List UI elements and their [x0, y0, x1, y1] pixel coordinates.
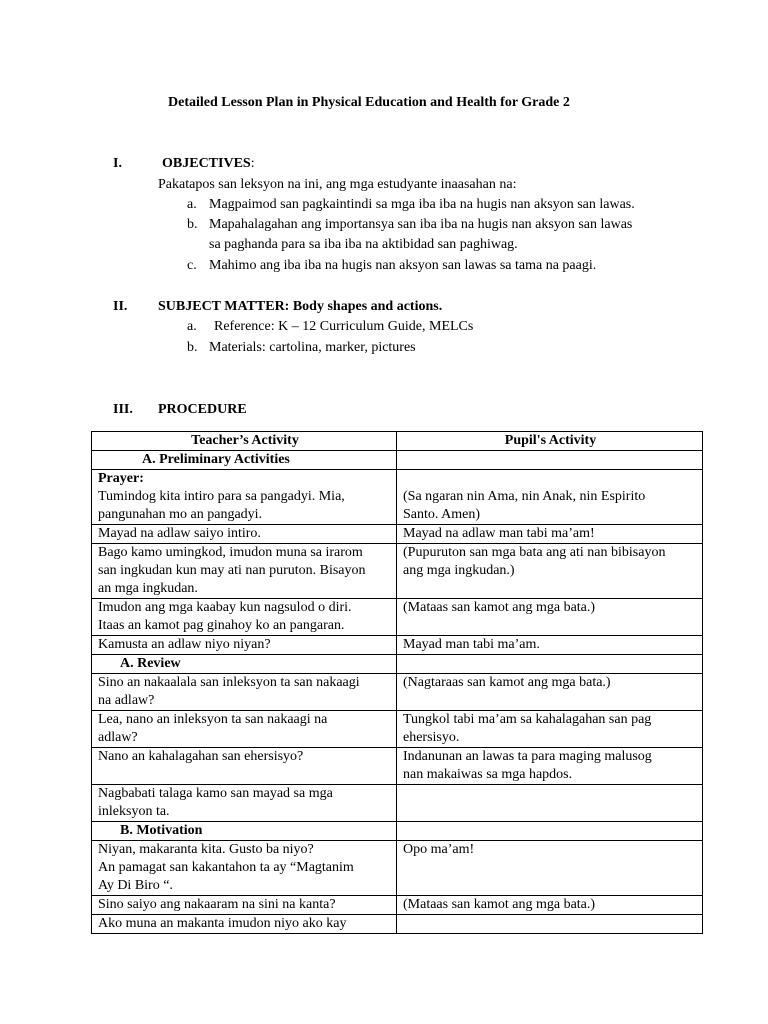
pupil-activity-cell: [397, 470, 703, 525]
header-teachers-activity: Teacher’s Activity: [92, 432, 397, 451]
pupil-activity-cell: [397, 674, 703, 711]
pupil-activity-line: ehersisyo.: [403, 730, 460, 745]
teacher-activity-cell: [92, 711, 397, 748]
teacher-activity-line: Sino an nakaalala san inleksyon ta san nakaagi: [98, 675, 360, 690]
pupil-activity-cell: [397, 655, 703, 674]
page-title: Detailed Lesson Plan in Physical Education and Health for Grade 2: [168, 95, 570, 110]
teacher-activity-cell: [92, 544, 397, 599]
teacher-activity-line: A. Review: [120, 656, 181, 671]
table-row: [92, 599, 703, 636]
teacher-activity-line: Ay Di Biro “.: [98, 878, 173, 893]
teacher-activity-cell: [92, 748, 397, 785]
objective-text-b-line2: sa paghanda para sa iba iba na aktibidad san paghiwag.: [209, 237, 518, 252]
teacher-activity-cell: [92, 915, 397, 934]
teacher-activity-line: Niyan, makaranta kita. Gusto ba niyo?: [98, 842, 314, 857]
teacher-activity-line: Prayer:: [98, 471, 144, 486]
table-row: [92, 896, 703, 915]
teacher-activity-line: A. Preliminary Activities: [142, 452, 290, 467]
table-row: [92, 525, 703, 544]
objective-letter-a: a.: [187, 197, 197, 212]
teacher-activity-line: na adlaw?: [98, 693, 155, 708]
table-row: [92, 636, 703, 655]
teacher-activity-line: Nagbabati talaga kamo san mayad sa mga: [98, 786, 333, 801]
pupil-activity-cell: [397, 896, 703, 915]
table-row: [92, 748, 703, 785]
pupil-activity-line: (Pupuruton san mga bata ang ati nan bibisayon: [403, 545, 666, 560]
section-numeral-subject-matter: II.: [113, 299, 128, 314]
teacher-activity-cell: [92, 841, 397, 896]
objective-text-b-line1: Mapahalagahan ang importansya san iba iba na hugis nan aksyon san lawas: [209, 217, 633, 232]
objective-text-c: Mahimo ang iba iba na hugis nan aksyon san lawas sa tama na paagi.: [209, 258, 597, 273]
pupil-activity-line: Mayad man tabi ma’am.: [403, 637, 540, 652]
teacher-activity-cell: [92, 451, 397, 470]
pupil-activity-line: Indanunan an lawas ta para maging malusog: [403, 749, 652, 764]
teacher-activity-cell: [92, 636, 397, 655]
pupil-activity-line: nan makaiwas sa mga hapdos.: [403, 767, 573, 782]
pupil-activity-cell: [397, 711, 703, 748]
pupil-activity-line: (Mataas san kamot ang mga bata.): [403, 897, 596, 912]
teacher-activity-line: Sino saiyo ang nakaaram na sini na kanta?: [98, 897, 336, 912]
pupil-activity-cell: [397, 822, 703, 841]
teacher-activity-cell: [92, 896, 397, 915]
teacher-activity-cell: [92, 655, 397, 674]
teacher-activity-line: Ako muna an makanta imudon niyo ako kay: [98, 916, 347, 931]
pupil-activity-line: [403, 470, 698, 488]
objective-text-a: Magpaimod san pagkaintindi sa mga iba iba na hugis nan aksyon san lawas.: [209, 197, 635, 212]
teacher-activity-line: Bago kamo umingkod, imudon muna sa irarom: [98, 545, 363, 560]
table-row: [92, 544, 703, 599]
objectives-heading-text: OBJECTIVES: [162, 156, 251, 171]
table-row: [92, 915, 703, 934]
teacher-activity-line: Nano an kahalagahan san ehersisyo?: [98, 749, 304, 764]
table-section-row: [92, 655, 703, 674]
subject-text-b: Materials: cartolina, marker, pictures: [209, 340, 416, 355]
teacher-activity-cell: [92, 785, 397, 822]
teacher-activity-line: adlaw?: [98, 730, 138, 745]
section-heading-subject-matter: SUBJECT MATTER: Body shapes and actions.: [158, 299, 443, 314]
objectives-intro: Pakatapos san leksyon na ini, ang mga estudyante inaasahan na:: [158, 177, 517, 192]
pupil-activity-line: (Mataas san kamot ang mga bata.): [403, 600, 596, 615]
pupil-activity-cell: [397, 544, 703, 599]
teacher-activity-line: an mga ingkudan.: [98, 581, 198, 596]
teacher-activity-line: An pamagat san kakantahon ta ay “Magtanim: [98, 860, 354, 875]
teacher-activity-line: Kamusta an adlaw niyo niyan?: [98, 637, 271, 652]
teacher-activity-cell: [92, 674, 397, 711]
table-section-row: [92, 451, 703, 470]
subject-letter-a: a.: [187, 319, 197, 334]
pupil-activity-line: Santo. Amen): [403, 507, 480, 522]
teacher-activity-line: Tumindog kita intiro para sa pangadyi. Mia,: [98, 489, 345, 504]
pupil-activity-line: (Nagtaraas san kamot ang mga bata.): [403, 675, 611, 690]
teacher-activity-line: Itaas an kamot pag ginahoy ko an pangaran.: [98, 618, 345, 633]
table-row: [92, 674, 703, 711]
pupil-activity-cell: [397, 451, 703, 470]
teacher-activity-line: inleksyon ta.: [98, 804, 170, 819]
subject-text-a: Reference: K – 12 Curriculum Guide, MELCs: [214, 319, 474, 334]
teacher-activity-cell: [92, 599, 397, 636]
section-heading-procedure: PROCEDURE: [158, 402, 247, 417]
pupil-activity-line: (Sa ngaran nin Ama, nin Anak, nin Espirito: [403, 489, 646, 504]
pupil-activity-line: ang mga ingkudan.): [403, 563, 515, 578]
pupil-activity-cell: [397, 785, 703, 822]
table-row: [92, 470, 703, 525]
section-numeral-procedure: III.: [113, 402, 133, 417]
subject-letter-b: b.: [187, 340, 198, 355]
pupil-activity-cell: [397, 841, 703, 896]
objective-letter-c: c.: [187, 258, 197, 273]
teacher-activity-line: Imudon ang mga kaabay kun nagsulod o diri.: [98, 600, 352, 615]
teacher-activity-cell: [92, 822, 397, 841]
teacher-activity-line: Mayad na adlaw saiyo intiro.: [98, 526, 261, 541]
teacher-activity-cell: [92, 525, 397, 544]
section-numeral-objectives: I.: [113, 156, 122, 171]
pupil-activity-line: Tungkol tabi ma’am sa kahalagahan san pag: [403, 712, 652, 727]
pupil-activity-line: Opo ma’am!: [403, 842, 475, 857]
teacher-activity-line: san ingkudan kun may ati nan puruton. Bisayon: [98, 563, 366, 578]
pupil-activity-cell: [397, 525, 703, 544]
pupil-activity-cell: [397, 599, 703, 636]
teacher-activity-line: B. Motivation: [120, 823, 203, 838]
table-row: [92, 711, 703, 748]
procedure-table: [91, 431, 703, 934]
table-header-row: [92, 432, 703, 451]
table-section-row: [92, 822, 703, 841]
teacher-activity-line: Lea, nano an inleksyon ta san nakaagi na: [98, 712, 328, 727]
objectives-heading-colon: :: [250, 156, 255, 171]
pupil-activity-line: Mayad na adlaw man tabi ma’am!: [403, 526, 595, 541]
teacher-activity-line: pangunahan mo an pangadyi.: [98, 507, 263, 522]
objective-letter-b: b.: [187, 217, 198, 232]
teacher-activity-cell: [92, 470, 397, 525]
pupil-activity-cell: [397, 915, 703, 934]
header-pupils-activity: Pupil's Activity: [397, 432, 703, 451]
section-heading-objectives: [162, 154, 255, 174]
pupil-activity-cell: [397, 748, 703, 785]
table-row: [92, 785, 703, 822]
table-row: [92, 841, 703, 896]
pupil-activity-cell: [397, 636, 703, 655]
